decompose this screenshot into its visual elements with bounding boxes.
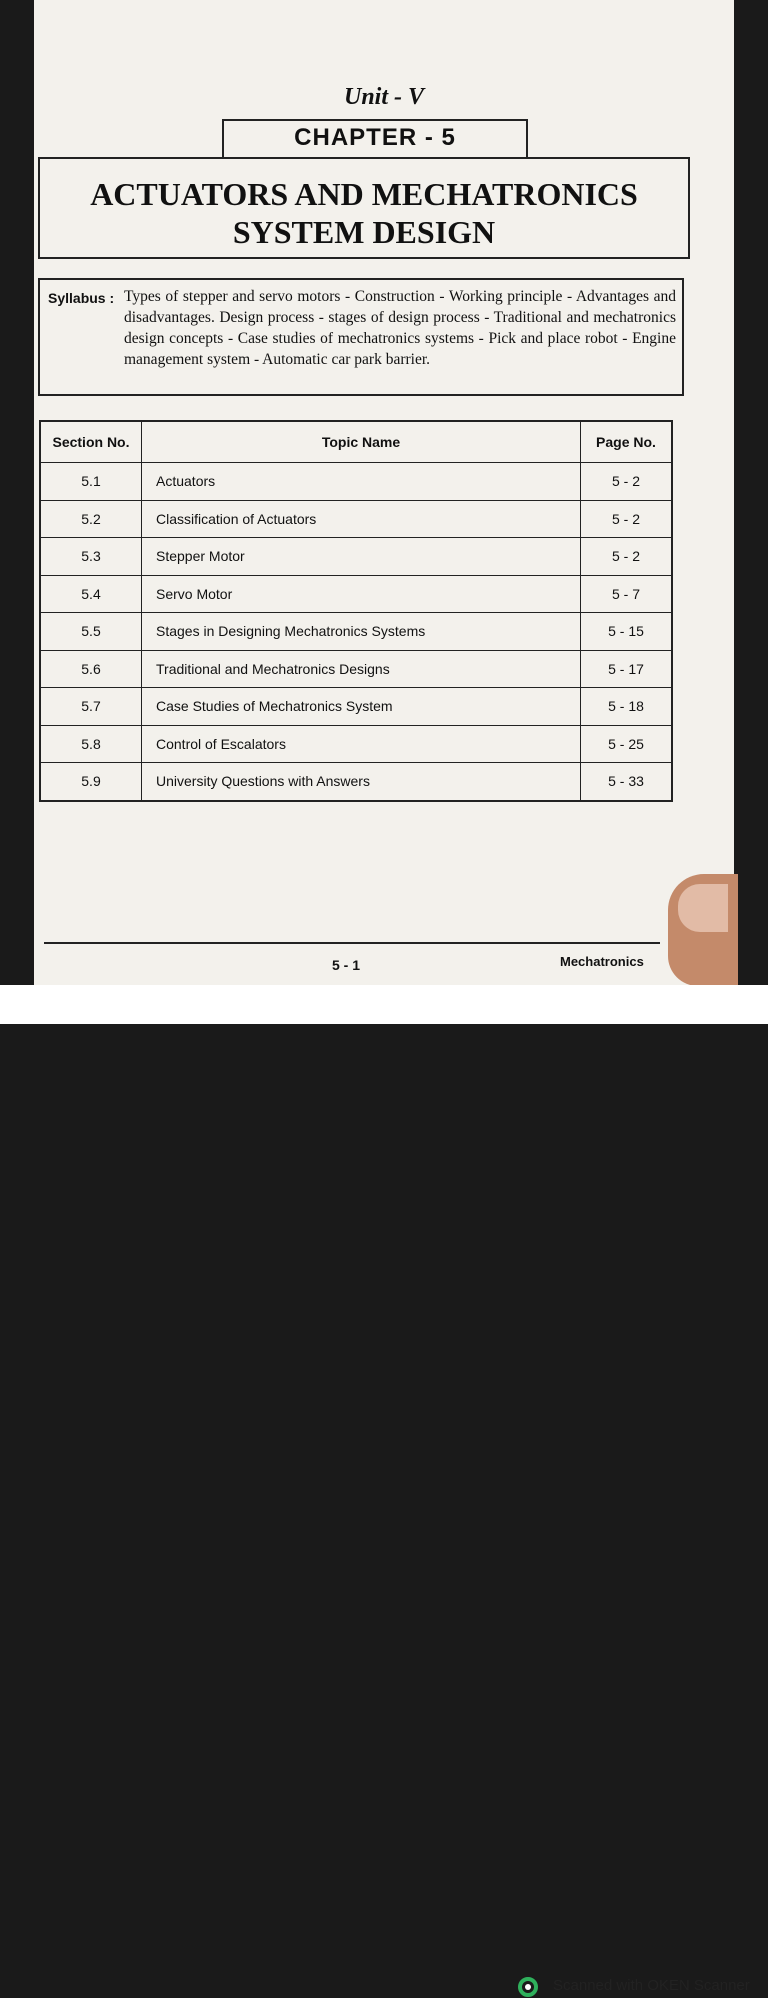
topic-name: Control of Escalators [142,725,581,763]
topic-name: University Questions with Answers [142,763,581,801]
page-number: 5 - 7 [581,575,673,613]
topic-name: Case Studies of Mechatronics System [142,688,581,726]
unit-heading: Unit - V [343,84,424,110]
contents-table [39,420,673,802]
oken-logo-icon [517,1976,539,1998]
topic-name: Stepper Motor [142,538,581,576]
page-number: 5 - 33 [581,763,673,801]
scanner-watermark-bar [0,985,768,1994]
page-number: 5 - 15 [581,613,673,651]
section-number: 5.9 [40,763,142,801]
chapter-title-box [38,157,690,259]
section-number: 5.7 [40,688,142,726]
thumbnail-highlight [678,884,728,932]
topic-name: Stages in Designing Mechatronics Systems [142,613,581,651]
page-number: 5 - 17 [581,650,673,688]
document-page [34,0,734,985]
chapter-title-line-2: SYSTEM DESIGN [232,214,496,250]
section-number: 5.8 [40,725,142,763]
chapter-title-line-1: ACTUATORS AND MECHATRONICS [90,176,638,212]
chapter-label: CHAPTER - 5 [294,124,456,151]
page-number: 5 - 2 [581,463,673,501]
section-number: 5.1 [40,463,142,501]
page-number: 5 - 2 [581,538,673,576]
header-topic-name: Topic Name [142,421,581,463]
topic-name: Servo Motor [142,575,581,613]
topic-name: Classification of Actuators [142,500,581,538]
header-page-no: Page No. [581,421,673,463]
footer-page-number: 5 - 1 [332,957,361,973]
table-row [40,538,672,576]
table-row [40,763,672,801]
footer-rule [44,942,660,944]
syllabus-label: Syllabus : [48,290,115,306]
table-row [40,725,672,763]
bleed-through-text: ⠀ [364,31,373,45]
topic-name: Traditional and Mechatronics Designs [142,650,581,688]
table-row [40,688,672,726]
section-number: 5.6 [40,650,142,688]
header-section-no: Section No. [40,421,142,463]
section-number: 5.5 [40,613,142,651]
table-row [40,575,672,613]
topic-name: Actuators [142,463,581,501]
syllabus-text: Types of stepper and servo motors - Construction - Working principle - Advantages and disadvantages. Design process - stages of design process - Traditional and mechatronics design concepts - Case studies of mechatronics systems - Pick and place robot - Engine management system - Automatic car park barrier. [124,288,676,368]
footer-book-title: Mechatronics [560,954,644,969]
section-number: 5.2 [40,500,142,538]
page-number: 5 - 18 [581,688,673,726]
section-number: 5.3 [40,538,142,576]
syllabus-box [38,278,684,396]
table-header-row [40,421,672,463]
table-row [40,613,672,651]
scanner-watermark-text: Scanned with OKEN Scanner [553,1977,750,1994]
section-number: 5.4 [40,575,142,613]
table-row [40,650,672,688]
page-number: 5 - 25 [581,725,673,763]
table-row [40,500,672,538]
chapter-tab [222,119,528,157]
page-number: 5 - 2 [581,500,673,538]
table-row [40,463,672,501]
